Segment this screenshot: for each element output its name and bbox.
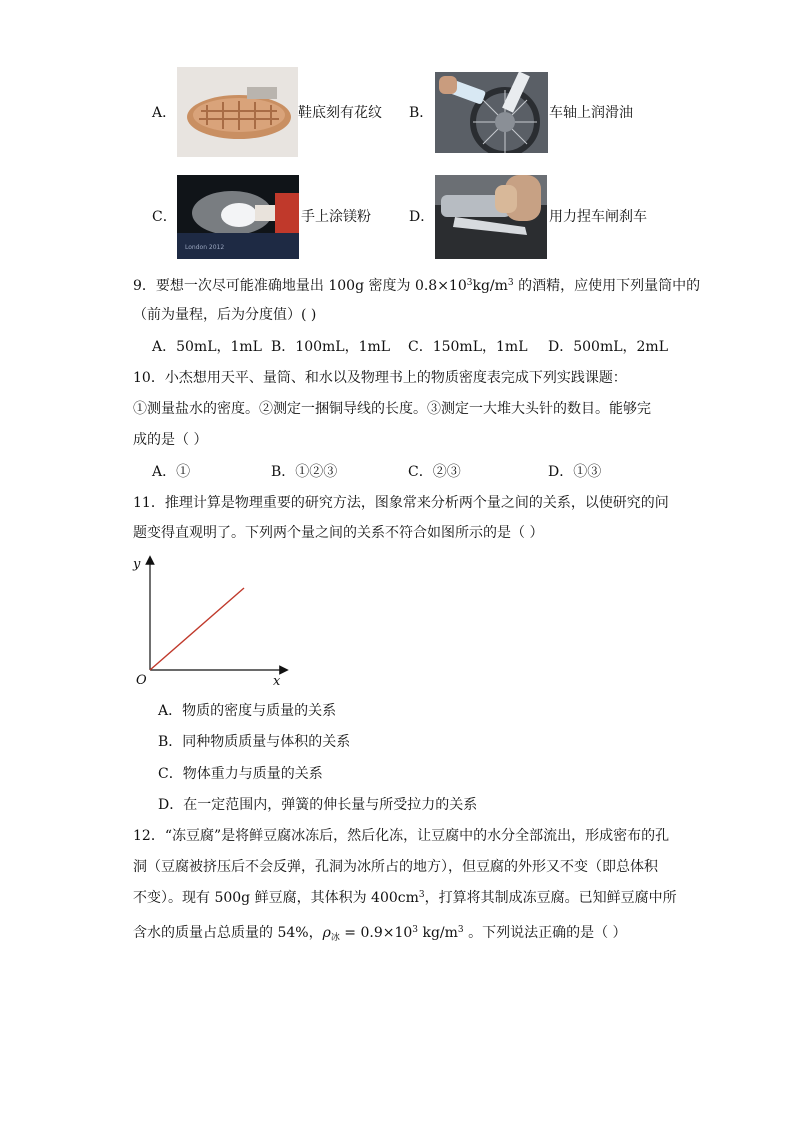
q10-stem-line-2: ①测量盐水的密度。②测定一捆铜导线的长度。③测定一大堆大头针的数目。能够完 xyxy=(133,401,651,417)
shoe-sole-image xyxy=(177,67,298,157)
q8-option-c-label: C． xyxy=(152,209,177,225)
q12-stem-line-4: 含水的质量占总质量的 54%，$\rho_冰 = 0.9\times 10^3$ $kg/m^3$ 。下列说法正确的是（ ） xyxy=(133,925,627,943)
q11-option-a: A．物质的密度与质量的关系 xyxy=(158,703,337,719)
q8-option-c-caption: 手上涂镁粉 xyxy=(301,209,371,225)
origin-label: O xyxy=(136,673,147,687)
x-axis-label: x xyxy=(273,674,281,687)
chalk-hands-image xyxy=(177,175,299,259)
proportional-graph xyxy=(128,552,293,687)
q12-stem-line-1: 12．“冻豆腐”是将鲜豆腐冰冻后，然后化冻，让豆腐中的水分全部流出，形成密布的孔 xyxy=(133,828,670,844)
rho-symbol: ρ xyxy=(322,925,331,941)
bike-lubrication-image xyxy=(435,72,548,153)
q9-stem-line-1: 9．要想一次尽可能准确地量出 100g 密度为 $0.8\times 10^3kg/m^3$ 的酒精，应使用下列量筒中的 xyxy=(133,278,701,294)
q12-stem-line-2: 洞（豆腐被挤压后不会反弹，孔洞为冰所占的地方），但豆腐的外形又不变（即总体积 xyxy=(133,859,658,875)
q10-stem-line-3: 成的是（ ） xyxy=(133,432,208,448)
q10-stem-line-1: 10．小杰想用天平、量筒、和水以及物理书上的物质密度表完成下列实践课题： xyxy=(133,370,627,386)
brake-lever-image xyxy=(435,175,547,259)
q8-option-b-caption: 车轴上润滑油 xyxy=(549,105,633,121)
q8-option-b-label: B． xyxy=(409,105,434,121)
y-axis-label: y xyxy=(133,557,141,572)
q11-option-c: C．物体重力与质量的关系 xyxy=(158,766,323,782)
q10-option-c: C．②③ xyxy=(408,464,461,480)
q11-stem-line-1: 11．推理计算是物理重要的研究方法，图象常来分析两个量之间的关系，以使研究的问 xyxy=(133,495,669,511)
q11-stem-line-2: 题变得直观明了。下列两个量之间的关系不符合如图所示的是（ ） xyxy=(133,525,544,541)
q8-option-d-caption: 用力捏车闸刹车 xyxy=(549,209,647,225)
svg-text:London 2012: London 2012 xyxy=(185,244,225,251)
q11-option-d: D．在一定范围内，弹簧的伸长量与所受拉力的关系 xyxy=(158,797,478,813)
q8-option-d-label: D． xyxy=(409,209,435,225)
q10-option-a: A．① xyxy=(152,464,191,480)
q9-option-b: B．100mL，1mL xyxy=(271,339,391,355)
q9-stem-line-2: （前为量程，后为分度值）( ) xyxy=(133,307,317,323)
q11-option-b: B．同种物质质量与体积的关系 xyxy=(158,734,351,750)
q8-option-a-caption: 鞋底刻有花纹 xyxy=(298,105,382,121)
q9-option-c: C．150mL，1mL xyxy=(408,339,528,355)
q9-option-a: A．50mL，1mL xyxy=(152,339,262,355)
proportional-line xyxy=(150,588,244,670)
q8-option-a-label: A． xyxy=(152,105,177,121)
q10-option-d: D．①③ xyxy=(548,464,602,480)
q9-option-d: D．500mL，2mL xyxy=(548,339,668,355)
q10-option-b: B．①②③ xyxy=(271,464,338,480)
q12-stem-line-3: 不变）。现有 500g 鲜豆腐，其体积为 $400cm^3$，打算将其制成冻豆腐。已知鲜豆腐中所 xyxy=(133,890,677,906)
